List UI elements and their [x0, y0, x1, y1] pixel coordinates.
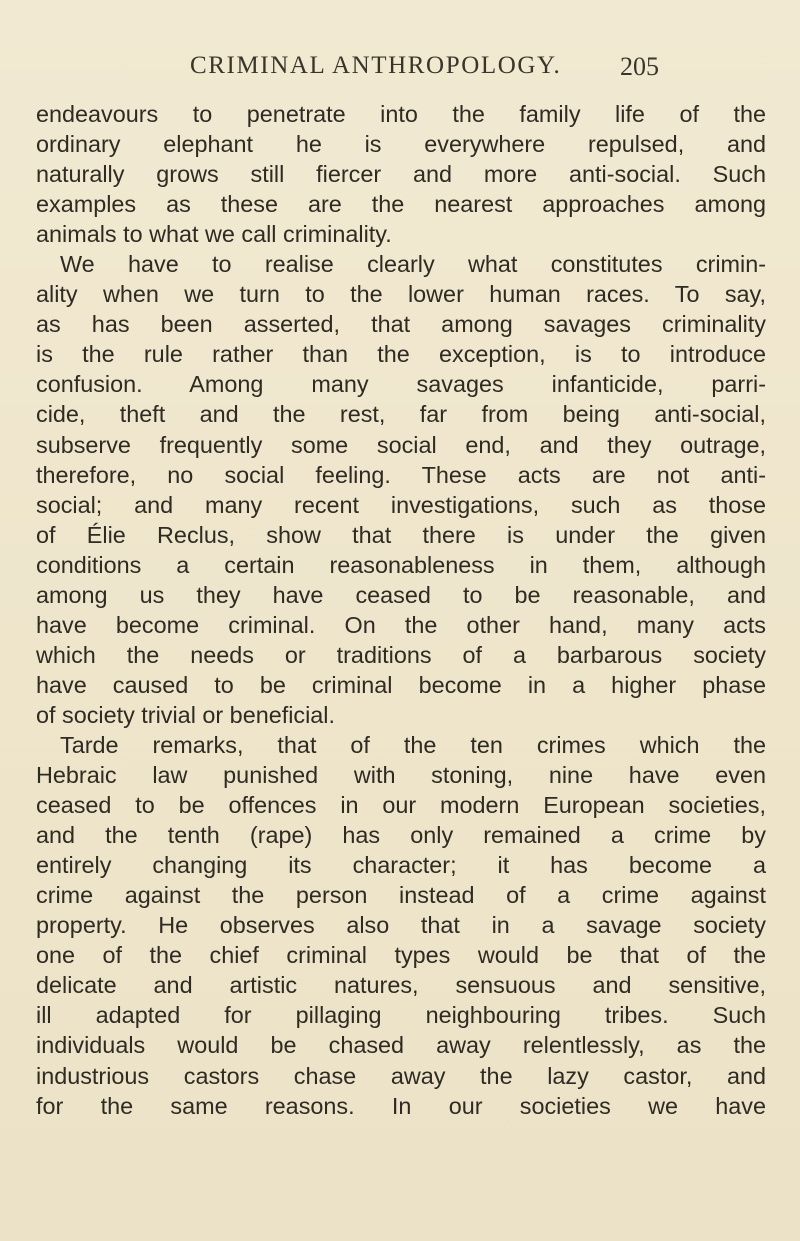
text-line: one of the chief criminal types would be that of the: [36, 942, 766, 969]
text-line: property. He observes also that in a savage society: [36, 912, 766, 939]
text-line: therefore, no social feeling. These acts are not anti-: [36, 461, 766, 488]
text-line: for the same reasons. In our societies we have: [36, 1092, 766, 1119]
text-line: is the rule rather than the exception, is to introduce: [36, 341, 766, 368]
text-line: as has been asserted, that among savages criminality: [36, 311, 766, 338]
text-line: We have to realise clearly what constitutes crimin-: [60, 251, 766, 278]
page-number: 205: [620, 52, 659, 81]
text-line: industrious castors chase away the lazy castor, and: [36, 1062, 766, 1089]
text-line: ality when we turn to the lower human races. To say,: [36, 281, 766, 308]
text-line: of Élie Reclus, show that there is under the given: [36, 521, 766, 548]
text-line: individuals would be chased away relentlessly, as the: [36, 1032, 766, 1059]
text-line: delicate and artistic natures, sensuous and sensitive,: [36, 972, 766, 999]
text-line: entirely changing its character; it has become a: [36, 852, 766, 879]
text-line: cide, theft and the rest, far from being anti-social,: [36, 401, 766, 428]
text-line: social; and many recent investigations, such as those: [36, 491, 766, 518]
text-line: among us they have ceased to be reasonable, and: [36, 581, 766, 608]
text-line: conditions a certain reasonableness in them, although: [36, 551, 766, 578]
running-head: [0, 46, 800, 86]
text-line: Tarde remarks, that of the ten crimes which the: [60, 731, 766, 758]
text-line: and the tenth (rape) has only remained a crime by: [36, 822, 766, 849]
text-line: Hebraic law punished with stoning, nine have even: [36, 762, 766, 789]
text-line: naturally grows still fiercer and more anti-social. Such: [36, 161, 766, 188]
text-line: which the needs or traditions of a barbarous society: [36, 641, 766, 668]
text-line: ordinary elephant he is everywhere repulsed, and: [36, 131, 766, 158]
text-line: confusion. Among many savages infanticide, parri-: [36, 371, 766, 398]
text-line: crime against the person instead of a crime against: [36, 882, 766, 909]
text-line: animals to what we call criminality.: [36, 221, 392, 248]
text-line: ceased to be offences in our modern European societies,: [36, 792, 766, 819]
running-title: CRIMINAL ANTHROPOLOGY.: [190, 52, 562, 79]
text-line: subserve frequently some social end, and they outrage,: [36, 431, 766, 458]
text-line: have caused to be criminal become in a higher phase: [36, 671, 766, 698]
text-line: examples as these are the nearest approaches among: [36, 191, 766, 218]
text-line: endeavours to penetrate into the family life of the: [36, 101, 766, 127]
body-text: [36, 99, 766, 1121]
text-line: have become criminal. On the other hand, many acts: [36, 611, 766, 638]
text-line: of society trivial or beneficial.: [36, 701, 336, 728]
text-line: ill adapted for pillaging neighbouring tribes. Such: [36, 1002, 766, 1029]
